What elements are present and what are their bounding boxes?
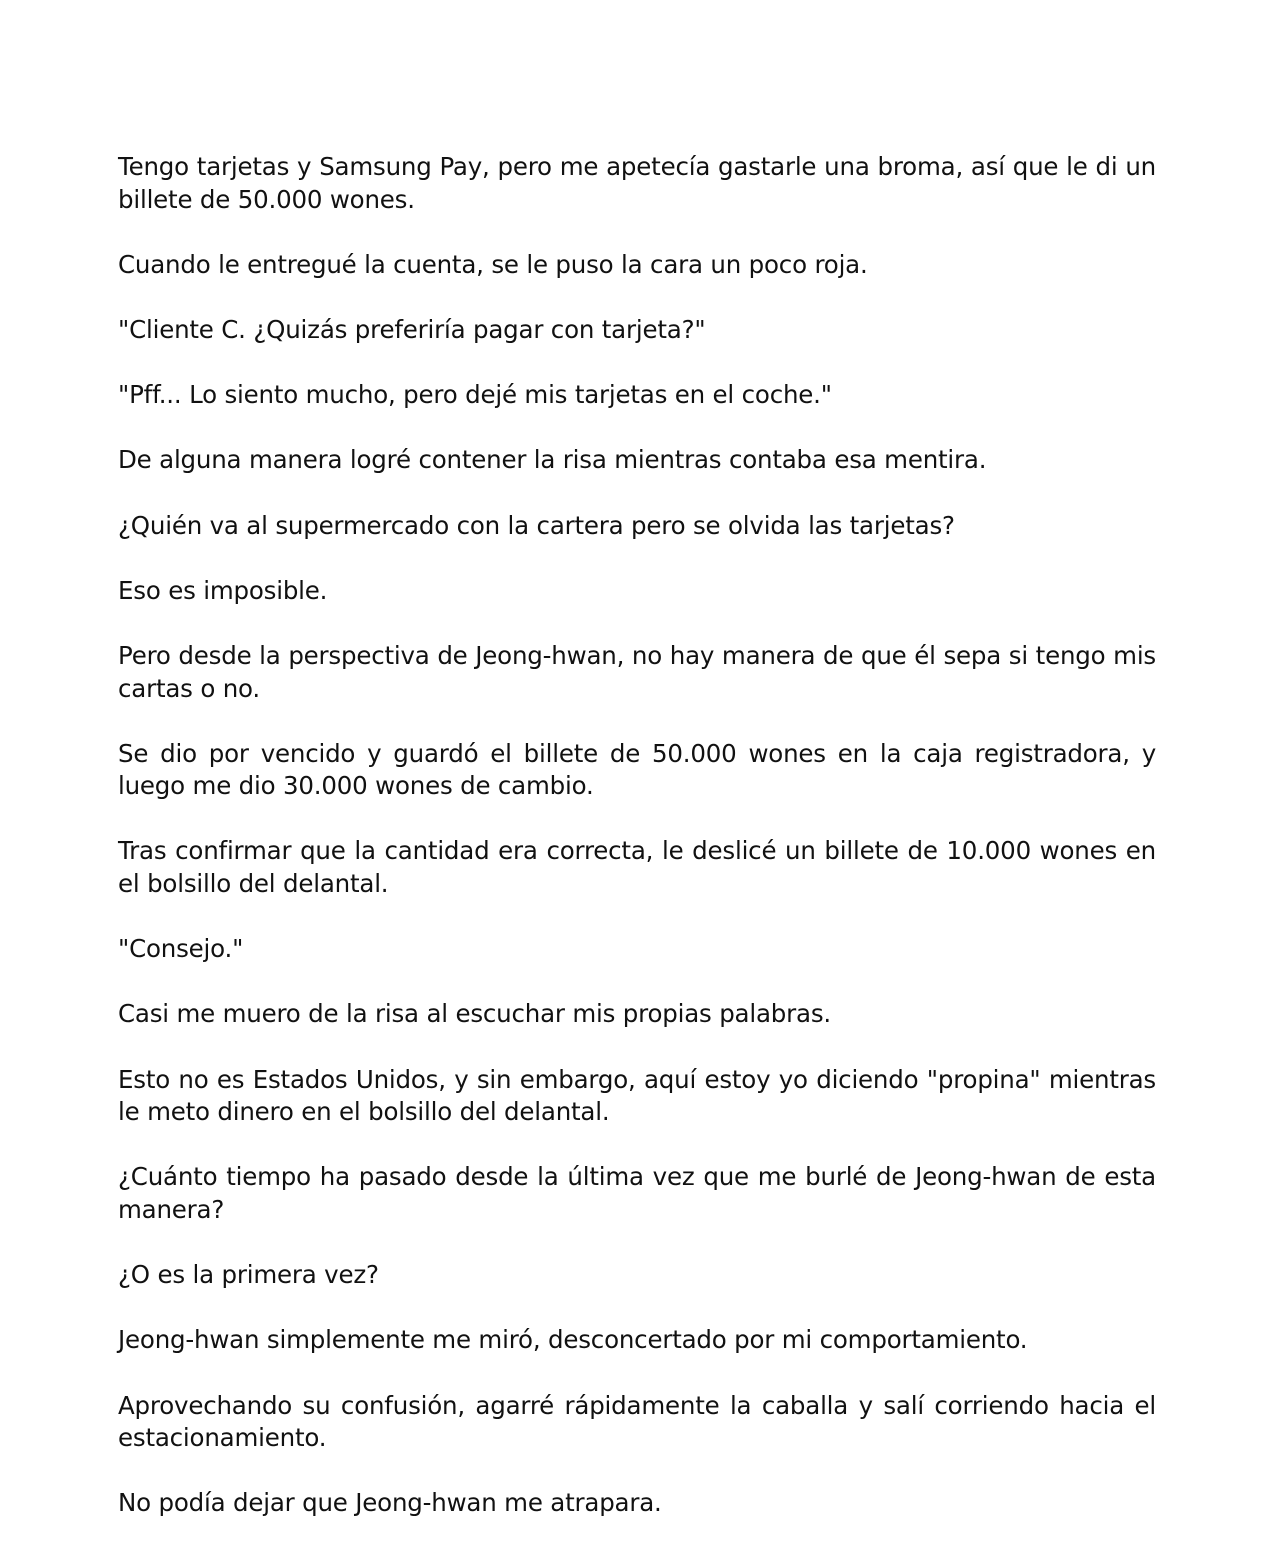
paragraph: Cuando le entregué la cuenta, se le puso la cara un poco roja.: [118, 249, 868, 279]
paragraph: "Consejo.": [118, 934, 244, 964]
paragraph: ¿Cuánto tiempo ha pasado desde la última vez que me burlé de Jeong-hwan de esta manera?: [118, 1162, 1156, 1224]
paragraph: ¿Quién va al supermercado con la cartera pero se olvida las tarjetas?: [118, 510, 955, 540]
paragraph: De alguna manera logré contener la risa mientras contaba esa mentira.: [118, 445, 987, 475]
paragraph: ¿O es la primera vez?: [118, 1260, 379, 1290]
paragraph: Se dio por vencido y guardó el billete de 50.000 wones en la caja registradora, y luego me dio 30.000 wones de cambio.: [118, 738, 1156, 801]
paragraph: Tras confirmar que la cantidad era correcta, le deslicé un billete de 10.000 wones en el bolsillo del delantal.: [118, 836, 1156, 899]
document-body: [118, 151, 1156, 1553]
paragraph: No podía dejar que Jeong-hwan me atrapara.: [118, 1488, 662, 1518]
paragraph: Eso es imposible.: [118, 575, 328, 605]
paragraph: Pero desde la perspectiva de Jeong-hwan, no hay manera de que él sepa si tengo mis cartas o no.: [118, 640, 1156, 703]
paragraph: Tengo tarjetas y Samsung Pay, pero me apetecía gastarle una broma, así que le di un billete de 50.000 wones.: [118, 152, 1156, 214]
paragraph: Jeong-hwan simplemente me miró, desconcertado por mi comportamiento.: [118, 1325, 1028, 1355]
paragraph: "Pff... Lo siento mucho, pero dejé mis tarjetas en el coche.": [118, 380, 832, 410]
paragraph: Aprovechando su confusión, agarré rápidamente la caballa y salí corriendo hacia el estacionamiento.: [118, 1390, 1156, 1453]
paragraph: Casi me muero de la risa al escuchar mis propias palabras.: [118, 999, 831, 1029]
paragraph: Esto no es Estados Unidos, y sin embargo, aquí estoy yo diciendo "propina" mientras le meto dinero en el bolsillo del delantal.: [118, 1064, 1156, 1127]
paragraph: "Cliente C. ¿Quizás preferiría pagar con tarjeta?": [118, 314, 706, 344]
